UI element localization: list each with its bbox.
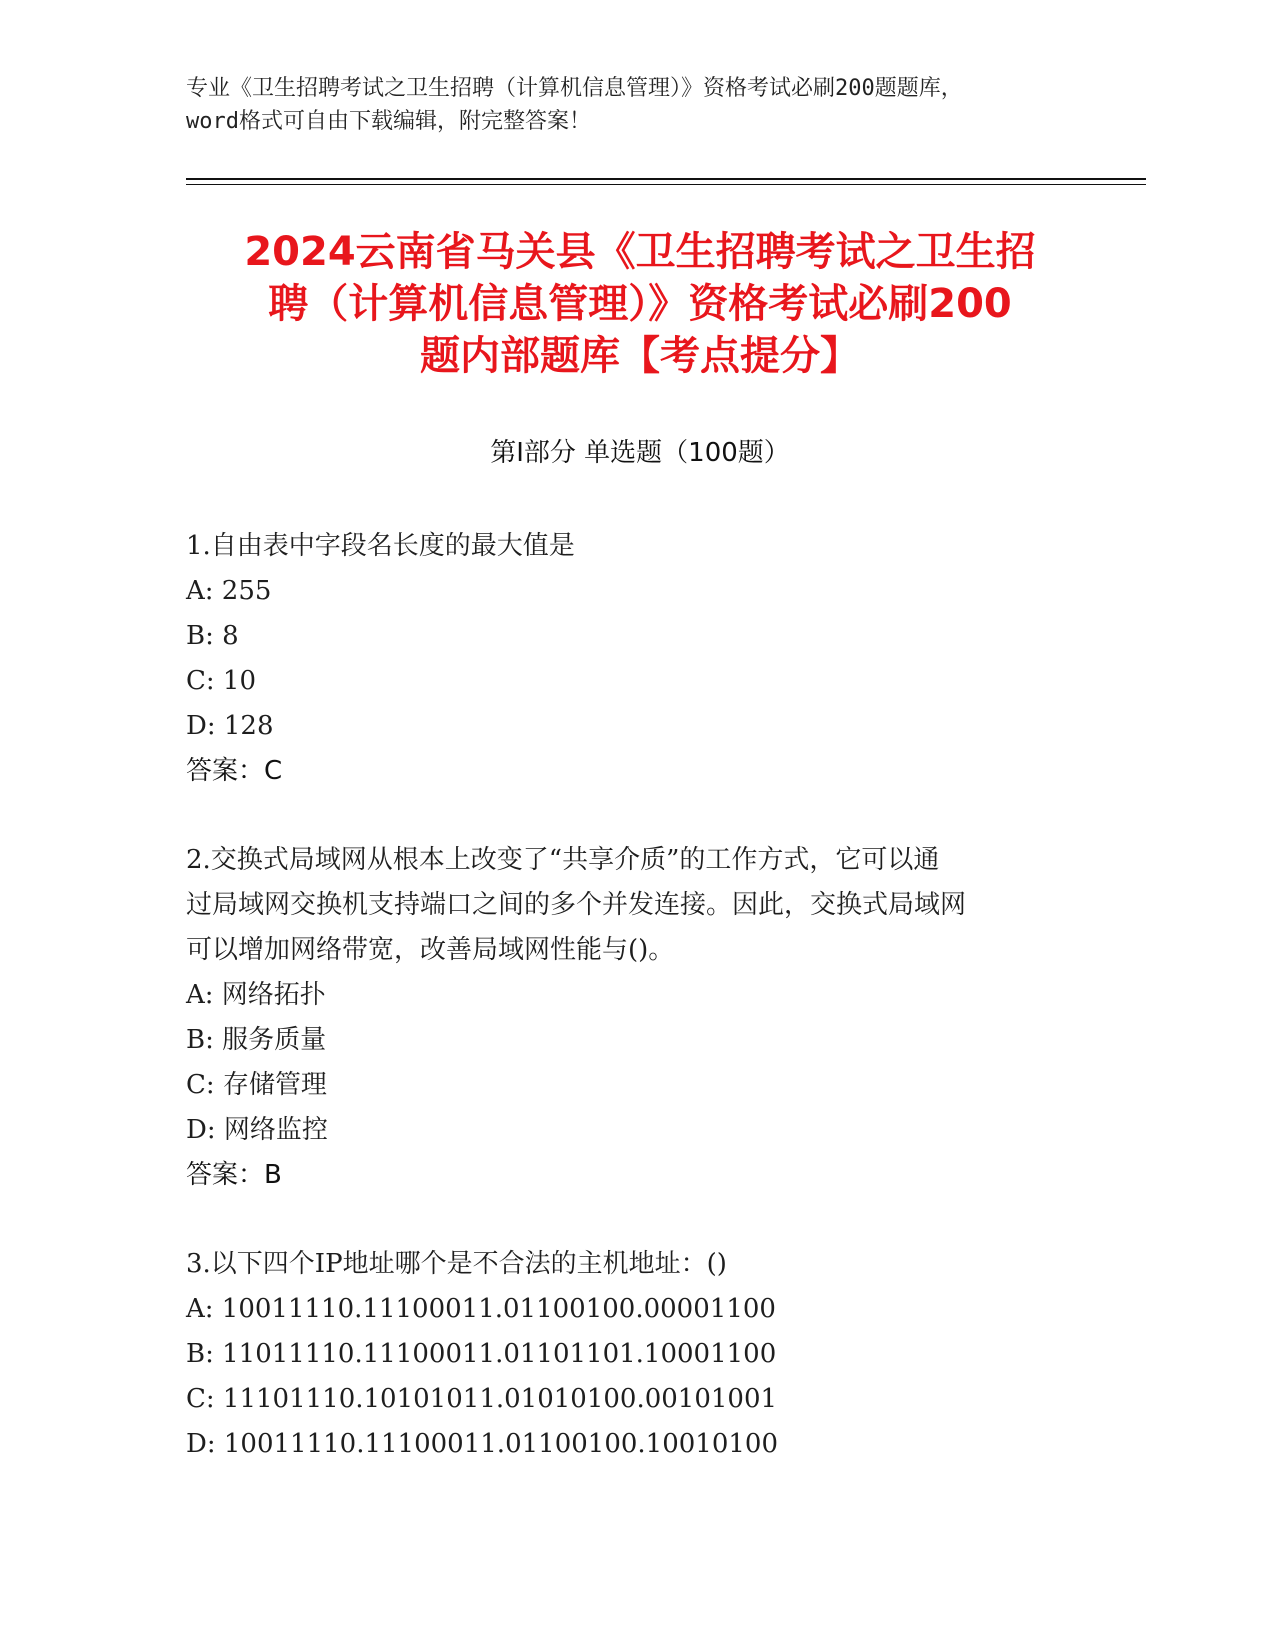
question-3-option-a: A: 10011110.11100011.01100100.00001100 — [186, 1294, 776, 1324]
document-title-line-2: 聘（计算机信息管理）》资格考试必刷200 — [268, 281, 1012, 327]
question-1 — [186, 524, 1086, 794]
question-3-stem — [186, 1242, 1086, 1287]
question-1-option-b: B: 8 — [186, 621, 239, 651]
document-title-line-3: 题内部题库【考点提分】 — [420, 333, 860, 379]
question-stem-line: 1.自由表中字段名长度的最大值是 — [186, 531, 575, 561]
question-1-option-d: D: 128 — [186, 711, 274, 741]
question-2-option-d: D: 网络监控 — [186, 1115, 328, 1145]
document-title-line-1: 2024云南省马关县《卫生招聘考试之卫生招 — [244, 229, 1036, 275]
question-1-option-c: C: 10 — [186, 666, 257, 696]
question-stem-line: 3.以下四个IP地址哪个是不合法的主机地址：() — [186, 1249, 727, 1279]
question-3-option-b: B: 11011110.11100011.01101101.10001100 — [186, 1339, 777, 1369]
header-note-line-1: 专业《卫生招聘考试之卫生招聘（计算机信息管理）》资格考试必刷200题题库， — [186, 76, 963, 101]
section-title: 第Ⅰ部分 单选题（100题） — [490, 438, 790, 468]
question-list — [186, 524, 1086, 1511]
header-note-line-2: word格式可自由下载编辑，附完整答案！ — [186, 109, 591, 134]
question-2-option-a: A: 网络拓扑 — [186, 980, 326, 1010]
question-2-answer: 答案：B — [186, 1160, 282, 1190]
question-stem-line: 2.交换式局域网从根本上改变了“共享介质”的工作方式，它可以通 — [186, 845, 940, 875]
header-divider-thick — [186, 178, 1146, 180]
question-2-stem — [186, 838, 1086, 973]
header-divider-thin — [186, 184, 1146, 185]
question-3-option-d: D: 10011110.11100011.01100100.10010100 — [186, 1429, 779, 1459]
document-title — [160, 226, 1120, 382]
question-3 — [186, 1242, 1086, 1467]
question-2-option-b: B: 服务质量 — [186, 1025, 327, 1055]
question-stem-line: 可以增加网络带宽，改善局域网性能与()。 — [186, 935, 675, 965]
question-1-option-a: A: 255 — [186, 576, 272, 606]
question-2 — [186, 838, 1086, 1198]
question-2-option-c: C: 存储管理 — [186, 1070, 327, 1100]
header-note — [186, 72, 1086, 138]
question-stem-line: 过局域网交换机支持端口之间的多个并发连接。因此，交换式局域网 — [186, 890, 967, 920]
question-3-option-c: C: 11101110.10101011.01010100.00101001 — [186, 1384, 778, 1414]
question-1-answer: 答案：C — [186, 756, 283, 786]
question-1-stem — [186, 524, 1086, 569]
